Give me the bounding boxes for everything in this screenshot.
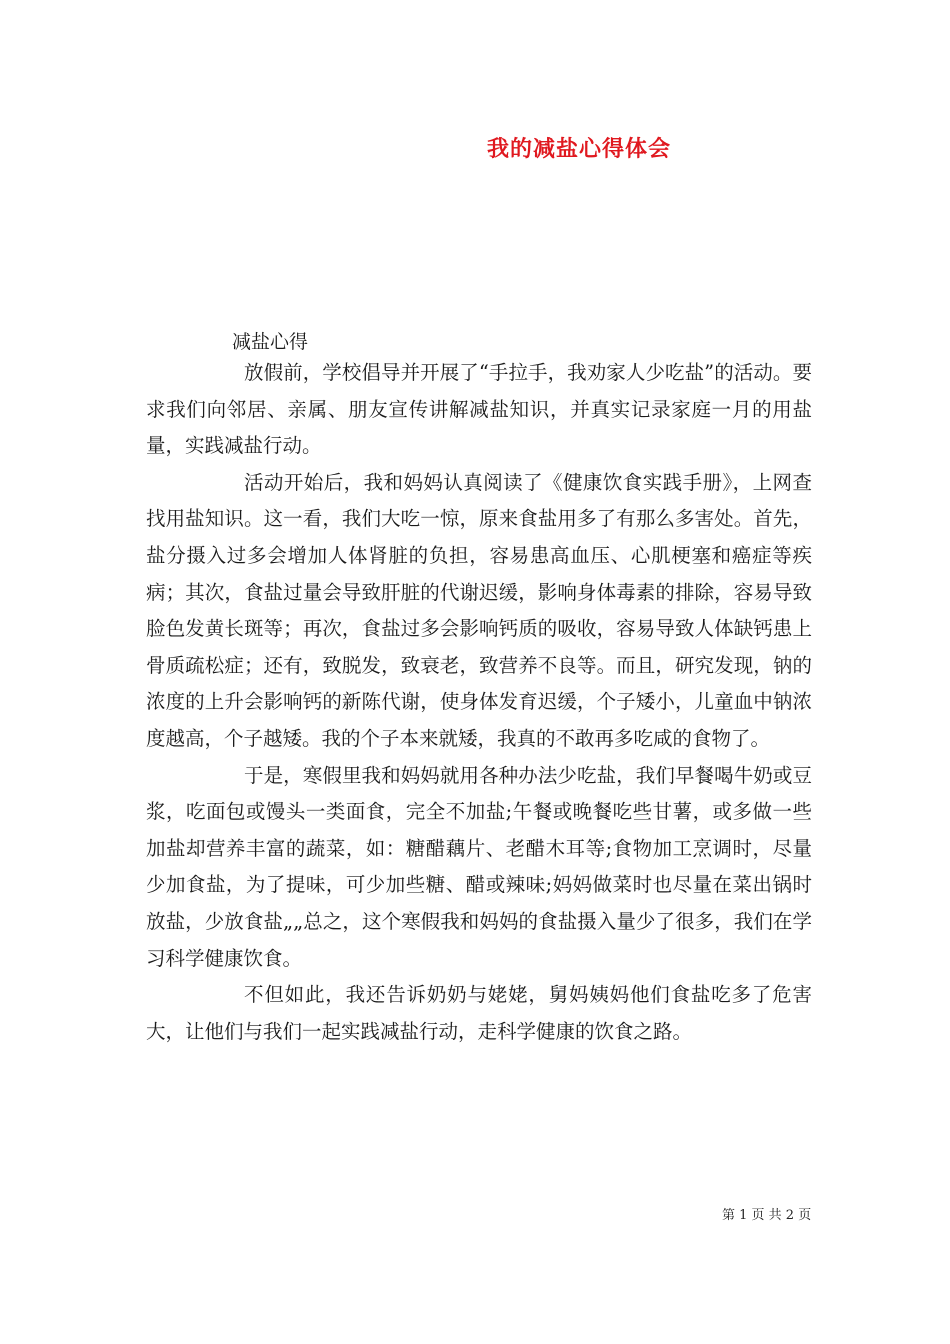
- paragraph: 活动开始后，我和妈妈认真阅读了《健康饮食实践手册》，上网查找用盐知识。这一看，我们大吃一惊，原来食盐用多了有那么多害处。首先，盐分摄入过多会增加人体肾脏的负担，容易患高血压、心肌梗塞和癌症等疾病；其次，食盐过量会导致肝脏的代谢迟缓，影响身体毒素的排除，容易导致脸色发黄长斑等；再次，食盐过多会影响钙质的吸收，容易导致人体缺钙患上骨质疏松症；还有，致脱发，致衰老，致营养不良等。而且，研究发现，钠的浓度的上升会影响钙的新陈代谢，使身体发育迟缓，个子矮小，儿童血中钠浓度越高，个子越矮。我的个子本来就矮，我真的不敢再多吃咸的食物了。: [146, 470, 812, 750]
- paragraph: 于是，寒假里我和妈妈就用各种办法少吃盐，我们早餐喝牛奶或豆浆，吃面包或馒头一类面食，完全不加盐;午餐或晚餐吃些甘薯，或多做一些加盐却营养丰富的蔬菜，如：糖醋藕片、老醋木耳等;食物加工烹调时，尽量少加食盐，为了提味，可少加些糖、醋或辣味;妈妈做菜时也尽量在菜出锅时放盐，少放食盐„„总之，这个寒假我和妈妈的食盐摄入量少了很多，我们在学习科学健康饮食。: [146, 763, 812, 970]
- document-title: 我的减盐心得体会: [487, 136, 672, 162]
- paragraph: 不但如此，我还告诉奶奶与姥姥，舅妈姨妈他们食盐吃多了危害大，让他们与我们一起实践减盐行动，走科学健康的饮食之路。: [146, 983, 812, 1043]
- page-footer: [722, 1204, 811, 1223]
- section-label: 减盐心得: [232, 331, 309, 353]
- page-indicator: 第 1 页 共 2 页: [722, 1208, 812, 1223]
- document-body: [146, 355, 812, 1050]
- paragraph: 放假前，学校倡导并开展了“手拉手，我劝家人少吃盐”的活动。要求我们向邻居、亲属、朋友宣传讲解减盐知识，并真实记录家庭一月的用盐量，实践减盐行动。: [146, 361, 812, 458]
